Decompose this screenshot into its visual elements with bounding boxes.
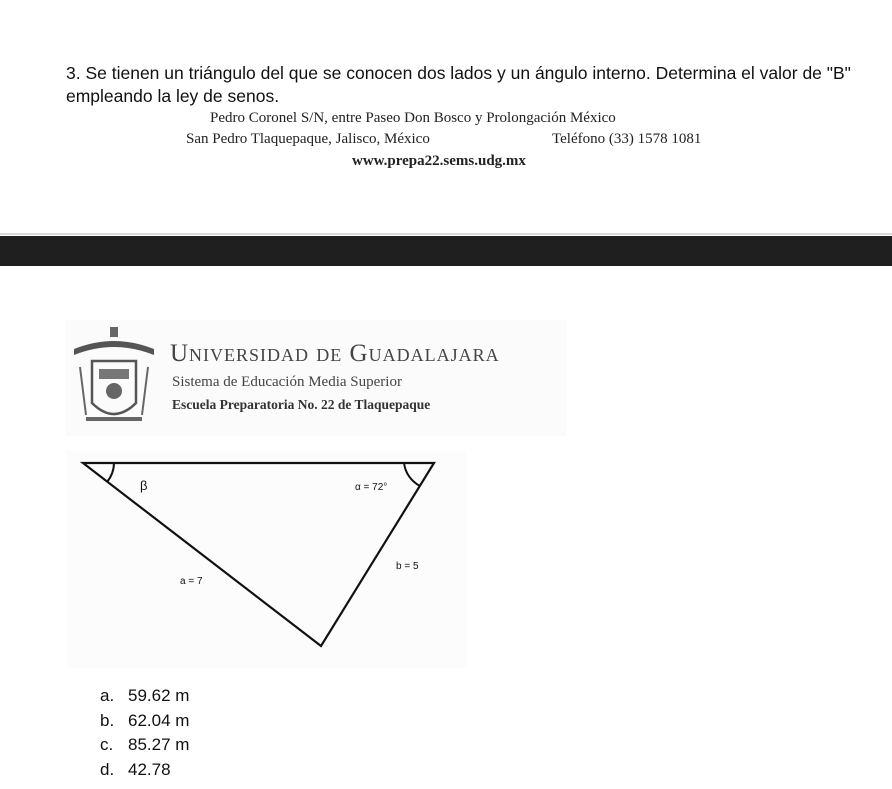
address-city: San Pedro Tlaquepaque, Jalisco, México bbox=[186, 131, 430, 147]
option-d[interactable]: d. 42.78 bbox=[100, 759, 171, 779]
triangle-diagram bbox=[66, 450, 466, 668]
alpha-angle-arc bbox=[404, 463, 420, 486]
answer-options bbox=[100, 684, 189, 782]
address-website: www.prepa22.sems.udg.mx bbox=[352, 153, 526, 169]
beta-label: β bbox=[140, 478, 148, 493]
university-title: Universidad de Guadalajara bbox=[170, 340, 500, 367]
school-name: Escuela Preparatoria No. 22 de Tlaquepaque bbox=[172, 397, 431, 412]
side-b-label: b = 5 bbox=[396, 561, 419, 572]
address-phone: Teléfono (33) 1578 1081 bbox=[552, 131, 702, 147]
university-seal-icon bbox=[66, 325, 162, 431]
question-text: 3. Se tienen un triángulo del que se conocen dos lados y un ángulo interno. Determina el valor de "B" empleando la ley de senos. bbox=[66, 63, 851, 106]
beta-angle-arc bbox=[107, 463, 114, 482]
option-c[interactable]: c. 85.27 m bbox=[100, 735, 190, 754]
band-divider bbox=[0, 233, 892, 235]
address-line: Pedro Coronel S/N, entre Paseo Don Bosco y Prolongación México bbox=[210, 110, 616, 126]
option-b[interactable]: b. 62.04 m bbox=[100, 710, 190, 730]
system-name: Sistema de Educación Media Superior bbox=[172, 374, 402, 390]
option-a[interactable]: a. 59.62 m bbox=[100, 686, 190, 705]
dark-band bbox=[0, 236, 892, 266]
alpha-label: α = 72° bbox=[355, 482, 388, 493]
side-a-label: a = 7 bbox=[180, 576, 203, 587]
